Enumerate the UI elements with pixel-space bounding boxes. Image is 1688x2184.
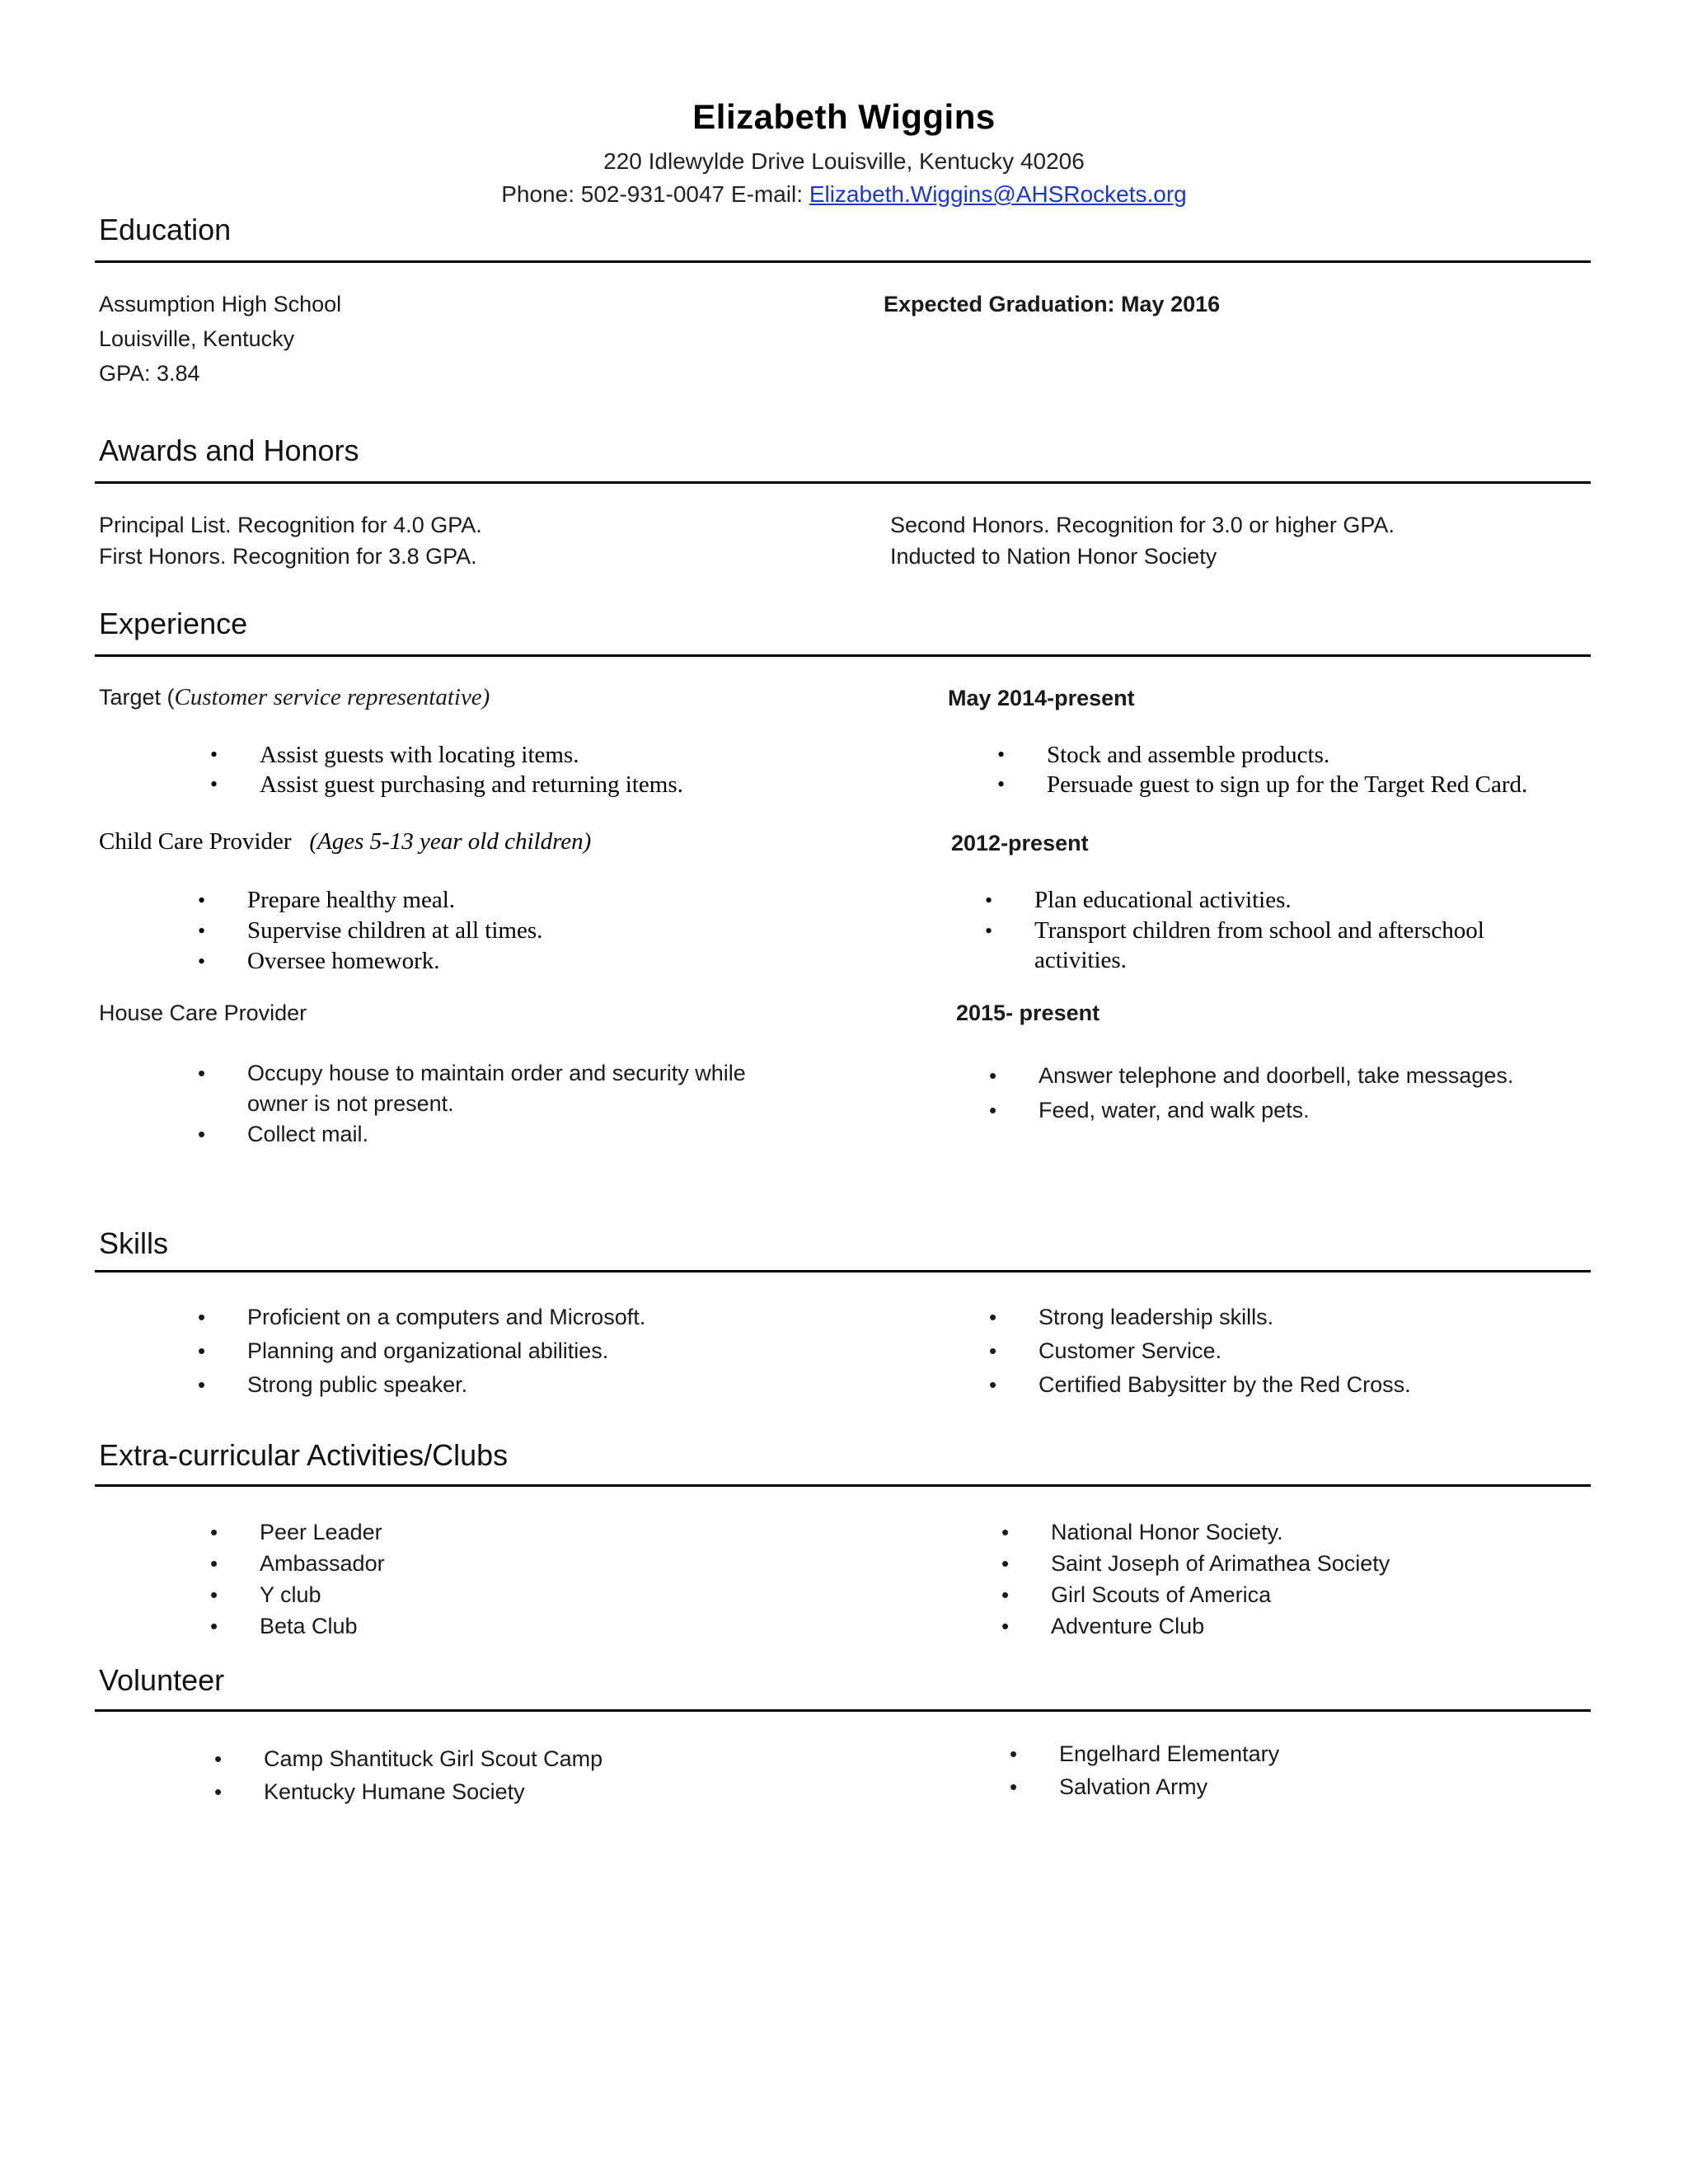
bullet-icon: • bbox=[210, 1614, 218, 1638]
list-item: • Prepare healthy meal. bbox=[247, 885, 542, 916]
bullet-icon: • bbox=[989, 1338, 997, 1363]
list-item: • Answer telephone and doorbell, take messages. bbox=[1039, 1058, 1513, 1093]
resume-name: Elizabeth Wiggins bbox=[692, 97, 996, 136]
phone-text: Phone: 502-931-0047 E-mail: bbox=[501, 181, 809, 207]
section-divider bbox=[95, 654, 1591, 657]
list-item: • Assist guest purchasing and returning items. bbox=[210, 771, 683, 798]
list-item: • Transport children from school and afterschool bbox=[1034, 916, 1484, 946]
gpa: GPA: 3.84 bbox=[99, 361, 200, 386]
section-title-skills: Skills bbox=[99, 1226, 169, 1260]
bullet-icon: • bbox=[198, 1305, 206, 1329]
volunteer-list bbox=[1010, 1737, 1280, 1803]
bullet-icon: • bbox=[1010, 1774, 1018, 1799]
list-item: • Oversee homework. bbox=[247, 946, 542, 977]
job-title-target bbox=[99, 684, 490, 711]
section-divider bbox=[95, 1484, 1591, 1487]
bullet-icon: • bbox=[210, 1551, 218, 1576]
job-title-housecare: House Care Provider bbox=[99, 1001, 307, 1025]
skills-list bbox=[198, 1301, 646, 1402]
section-title-activities: Extra-curricular Activities/Clubs bbox=[99, 1438, 509, 1472]
address-line: 220 Idlewylde Drive Louisville, Kentucky 40206 bbox=[603, 148, 1085, 174]
employer: Child Care Provider bbox=[99, 828, 292, 855]
list-item: • Camp Shantituck Girl Scout Camp bbox=[264, 1742, 603, 1775]
bullet-icon: • bbox=[989, 1098, 997, 1122]
bullet-icon: • bbox=[198, 949, 206, 973]
bullet-icon: • bbox=[214, 1779, 223, 1804]
list-item: • Customer Service. bbox=[1039, 1334, 1411, 1368]
list-item: • Kentucky Humane Society bbox=[264, 1775, 603, 1808]
list-item: • Feed, water, and walk pets. bbox=[1039, 1093, 1513, 1127]
skills-list bbox=[989, 1301, 1411, 1402]
list-item: • Proficient on a computers and Microsoft. bbox=[247, 1301, 645, 1334]
award-item: Second Honors. Recognition for 3.0 or higher GPA. bbox=[890, 513, 1395, 537]
bullet-icon: • bbox=[985, 919, 993, 943]
job-dates: May 2014-present bbox=[948, 686, 1135, 710]
job-role: Customer service representative) bbox=[174, 684, 490, 710]
job-dates: 2012-present bbox=[951, 831, 1089, 855]
list-item: • Ambassador bbox=[260, 1548, 385, 1579]
list-item: • Planning and organizational abilities. bbox=[247, 1334, 645, 1368]
section-title-education: Education bbox=[99, 213, 232, 246]
list-item: • Plan educational activities. bbox=[1034, 885, 1484, 916]
award-item: Principal List. Recognition for 4.0 GPA. bbox=[99, 513, 482, 537]
bullet-icon: • bbox=[1001, 1551, 1010, 1576]
expected-graduation: Expected Graduation: May 2016 bbox=[884, 292, 1221, 316]
section-title-awards: Awards and Honors bbox=[99, 434, 359, 467]
volunteer-list bbox=[214, 1742, 603, 1808]
bullet-icon: • bbox=[985, 888, 993, 912]
list-item: • Saint Joseph of Arimathea Society bbox=[1051, 1548, 1390, 1579]
bullet-icon: • bbox=[214, 1746, 223, 1771]
job-role: (Ages 5-13 year old children) bbox=[309, 828, 592, 855]
school-location: Louisville, Kentucky bbox=[99, 326, 295, 351]
section-divider bbox=[95, 260, 1591, 263]
bullet-icon: • bbox=[997, 772, 1006, 796]
bullet-icon: • bbox=[989, 1372, 997, 1397]
list-item: • Y club bbox=[260, 1579, 385, 1610]
duty-list bbox=[997, 740, 1528, 799]
duty-list bbox=[198, 885, 543, 977]
section-title-volunteer: Volunteer bbox=[99, 1663, 225, 1697]
list-item: • Salvation Army bbox=[1059, 1770, 1279, 1803]
activities-list bbox=[1001, 1516, 1390, 1642]
bullet-icon: • bbox=[989, 1305, 997, 1329]
section-divider bbox=[95, 1709, 1591, 1712]
bullet-icon: • bbox=[198, 1061, 206, 1085]
list-item: • Collect mail. bbox=[247, 1119, 746, 1150]
bullet-icon: • bbox=[989, 1063, 997, 1088]
list-item: • Supervise children at all times. bbox=[247, 916, 542, 946]
employer: Target ( bbox=[99, 685, 175, 710]
bullet-icon: • bbox=[1001, 1614, 1010, 1638]
list-item: • Assist guests with locating items. bbox=[210, 742, 579, 768]
list-item: • Engelhard Elementary bbox=[1059, 1737, 1279, 1770]
list-item: • Beta Club bbox=[260, 1610, 385, 1642]
duty-list bbox=[210, 740, 683, 799]
bullet-icon: • bbox=[1001, 1520, 1010, 1544]
activities-list bbox=[210, 1516, 385, 1642]
bullet-icon: • bbox=[198, 1122, 206, 1146]
bullet-icon: • bbox=[1001, 1582, 1010, 1607]
section-divider bbox=[95, 1270, 1591, 1272]
bullet-icon: • bbox=[210, 743, 218, 766]
list-item: • Occupy house to maintain order and security while bbox=[247, 1058, 746, 1089]
list-item: • Adventure Club bbox=[1051, 1610, 1390, 1642]
list-item: • Persuade guest to sign up for the Target Red Card. bbox=[997, 771, 1528, 798]
bullet-icon: • bbox=[210, 1520, 218, 1544]
bullet-icon: • bbox=[198, 919, 206, 943]
bullet-icon: • bbox=[198, 1338, 206, 1363]
bullet-icon: • bbox=[997, 743, 1006, 766]
bullet-icon: • bbox=[1010, 1741, 1018, 1766]
list-item: • National Honor Society. bbox=[1051, 1516, 1390, 1548]
section-divider bbox=[95, 481, 1591, 484]
list-item: • Girl Scouts of America bbox=[1051, 1579, 1390, 1610]
list-item: • Peer Leader bbox=[260, 1516, 385, 1548]
list-item-continued: activities. bbox=[1034, 947, 1127, 973]
list-item-continued: owner is not present. bbox=[247, 1091, 454, 1116]
contact-line bbox=[0, 181, 1688, 208]
list-item: • Strong public speaker. bbox=[247, 1368, 645, 1402]
list-item: • Certified Babysitter by the Red Cross. bbox=[1039, 1368, 1411, 1402]
bullet-icon: • bbox=[198, 888, 206, 912]
bullet-icon: • bbox=[210, 772, 218, 796]
bullet-icon: • bbox=[198, 1372, 206, 1397]
list-item: • Stock and assemble products. bbox=[997, 742, 1330, 768]
job-title-childcare bbox=[99, 828, 591, 855]
job-dates: 2015- present bbox=[956, 1001, 1100, 1025]
award-item: Inducted to Nation Honor Society bbox=[890, 544, 1217, 569]
school-name: Assumption High School bbox=[99, 292, 342, 316]
duty-list bbox=[989, 1058, 1514, 1127]
email-link[interactable]: Elizabeth.Wiggins@AHSRockets.org bbox=[809, 181, 1187, 207]
duty-list bbox=[985, 885, 1484, 974]
duty-list bbox=[198, 1058, 746, 1150]
section-title-experience: Experience bbox=[99, 607, 248, 640]
list-item: • Strong leadership skills. bbox=[1039, 1301, 1411, 1334]
award-item: First Honors. Recognition for 3.8 GPA. bbox=[99, 544, 477, 569]
bullet-icon: • bbox=[210, 1582, 218, 1607]
